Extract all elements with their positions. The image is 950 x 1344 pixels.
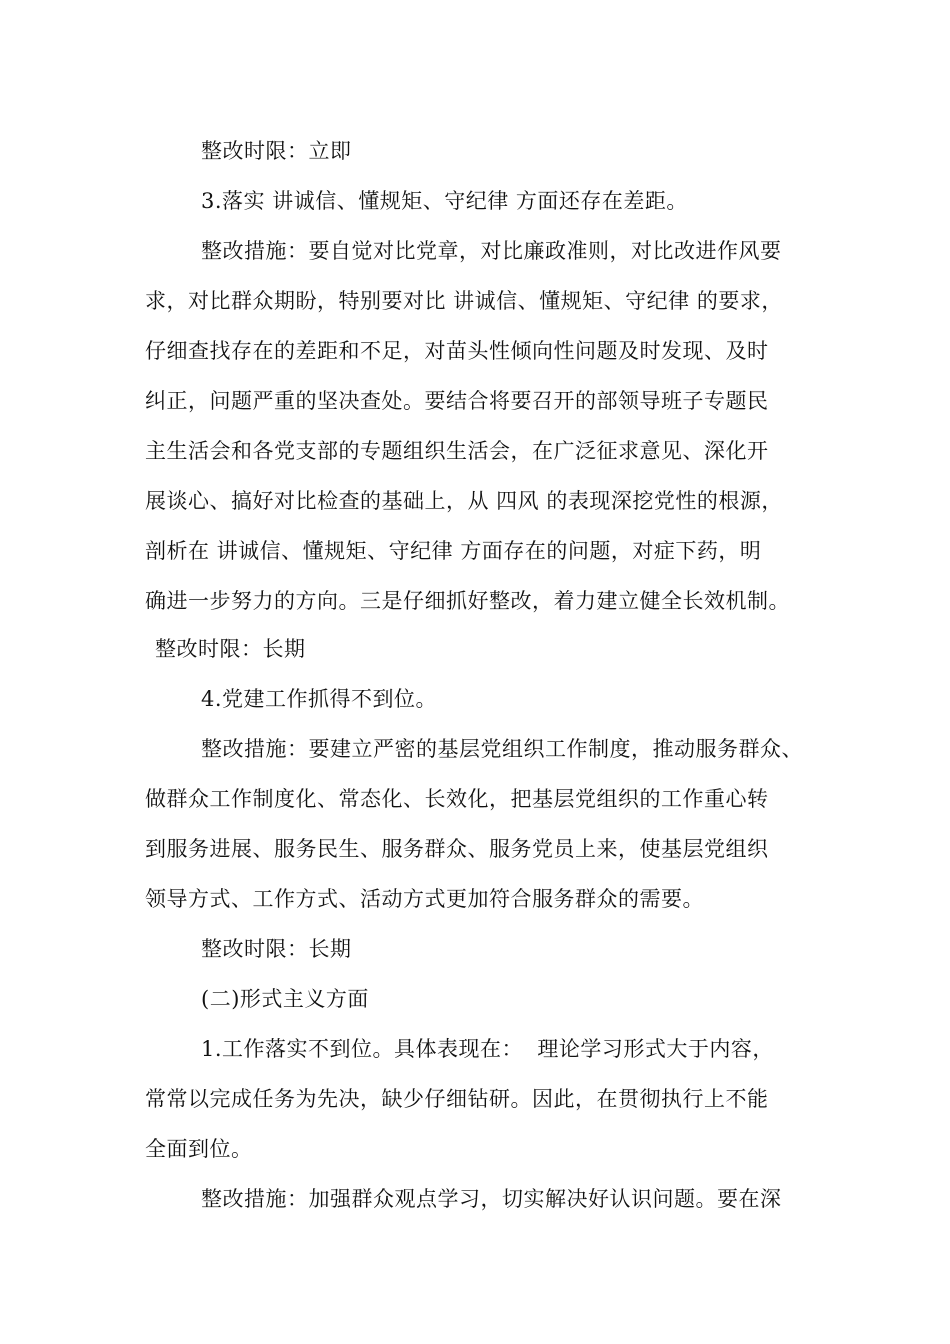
text-line: 全面到位。 — [145, 1137, 253, 1161]
text-line: 整改时限：长期 — [155, 637, 306, 661]
text-line: 整改时限：立即 — [201, 139, 352, 163]
text-line: 3.落实 讲诚信、懂规矩、守纪律 方面还存在差距。 — [201, 189, 688, 213]
text-line: 做群众工作制度化、常态化、长效化，把基层党组织的工作重心转 — [145, 787, 769, 811]
text-line: 1.工作落实不到位。具体表现在： 理论学习形式大于内容， — [201, 1037, 774, 1061]
text-line: 整改措施：要建立严密的基层党组织工作制度，推动服务群众、 — [201, 737, 803, 761]
text-line: 纠正，问题严重的坚决查处。要结合将要召开的部领导班子专题民 — [145, 389, 769, 413]
text-line: 求，对比群众期盼，特别要对比 讲诚信、懂规矩、守纪律 的要求， — [145, 289, 783, 313]
text-line: 常常以完成任务为先决，缺少仔细钻研。因此，在贯彻执行上不能 — [145, 1087, 769, 1111]
text-line: 整改措施：要自觉对比党章，对比廉政准则，对比改进作风要 — [201, 239, 782, 263]
text-line: 整改时限：长期 — [201, 937, 352, 961]
text-line: 到服务进展、服务民生、服务群众、服务党员上来，使基层党组织 — [145, 837, 769, 861]
text-line: 主生活会和各党支部的专题组织生活会，在广泛征求意见、深化开 — [145, 439, 769, 463]
text-line: (二)形式主义方面 — [201, 987, 369, 1011]
text-line: 整改措施：加强群众观点学习，切实解决好认识问题。要在深 — [201, 1187, 782, 1211]
text-line: 仔细查找存在的差距和不足，对苗头性倾向性问题及时发现、及时 — [145, 339, 769, 363]
text-line: 4.党建工作抓得不到位。 — [201, 687, 438, 711]
text-line: 确进一步努力的方向。三是仔细抓好整改，着力建立健全长效机制。 — [145, 589, 790, 613]
text-line: 展谈心、搞好对比检查的基础上，从 四风 的表现深挖党性的根源， — [145, 489, 783, 513]
text-line: 剖析在 讲诚信、懂规矩、守纪律 方面存在的问题，对症下药，明 — [145, 539, 762, 563]
text-line: 领导方式、工作方式、活动方式更加符合服务群众的需要。 — [145, 887, 704, 911]
